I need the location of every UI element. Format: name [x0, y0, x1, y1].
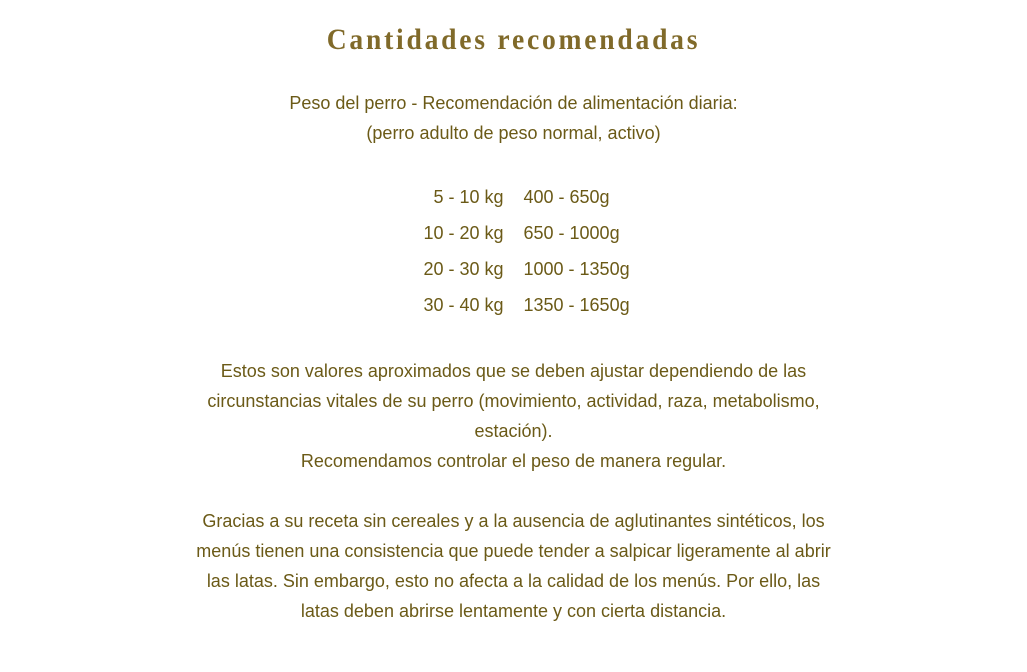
page-title: Cantidades recomendadas — [326, 23, 701, 56]
amount-cell: 650 - 1000g — [523, 223, 620, 243]
weight-cell: 20 - 30 kg — [423, 259, 504, 279]
table-row — [384, 287, 644, 323]
amount-cell: 1350 - 1650g — [523, 295, 630, 315]
weight-cell: 30 - 40 kg — [423, 295, 504, 315]
amount-cell: 400 - 650g — [523, 187, 610, 207]
table-row — [384, 179, 644, 215]
table-row — [384, 215, 644, 251]
weight-cell: 5 - 10 kg — [433, 187, 504, 207]
notes-paragraph — [194, 356, 834, 476]
amount-cell: 1000 - 1350g — [523, 259, 630, 279]
intro-line-1: Peso del perro - Recomendación de alimentación diaria: — [289, 93, 738, 113]
approx-note: Estos son valores aproximados que se deben ajustar dependiendo de las circunstancias vitales de su perro (movimiento, actividad, raza, metabolismo, estación). — [207, 361, 820, 441]
feeding-intro — [0, 88, 1027, 148]
table-row — [384, 251, 644, 287]
control-note: Recomendamos controlar el peso de manera regular. — [300, 451, 727, 471]
consistency-note: Gracias a su receta sin cereales y a la ausencia de aglutinantes sintéticos, los menús tienen una consistencia que puede tender a salpicar ligeramente al abrir las latas. Sin embargo, esto no afecta a la calidad de los menús. Por ello, las latas deben abrirse lentamente y con cierta distancia. — [196, 511, 831, 621]
intro-line-2: (perro adulto de peso normal, activo) — [366, 123, 661, 143]
feeding-table — [384, 179, 644, 323]
consistency-paragraph — [194, 506, 834, 626]
weight-cell: 10 - 20 kg — [423, 223, 504, 243]
